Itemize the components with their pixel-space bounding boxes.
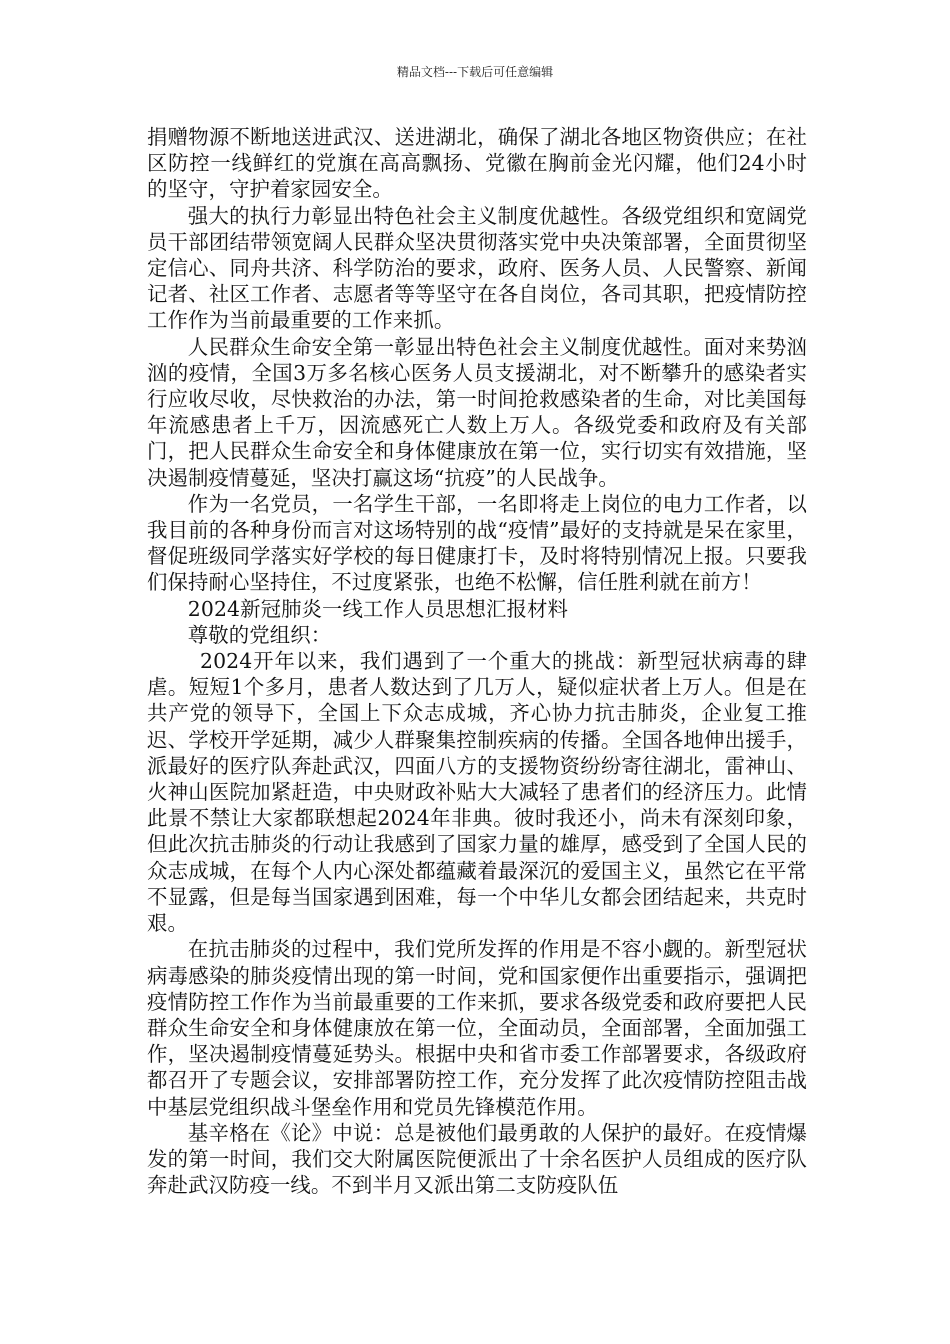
paragraph-kissinger: 基辛格在《论》中说：总是被他们最勇敢的人保护的最好。在疫情爆发的第一时间，我们交大附属医院便派出了十余名医护人员组成的医疗队奔赴武汉防疫一线。不到半月又派出第二支防疫队伍 <box>147 1120 807 1198</box>
paragraph-life-safety: 人民群众生命安全第一彰显出特色社会主义制度优越性。面对来势汹汹的疫情，全国3万多名核心医务人员支援湖北，对不断攀升的感染者实行应收尽收，尽快救治的办法，第一时间抢救感染者的生命，对比美国每年流感患者上千万，因流感死亡人数上万人。各级党委和政府及有关部门，把人民群众生命安全和身体健康放在第一位，实行切实有效措施，坚决遏制疫情蔓延，坚决打赢这场“抗疫”的人民战争。 <box>147 334 807 490</box>
paragraph-challenge: 2024开年以来，我们遇到了一个重大的挑战：新型冠状病毒的肆虐。短短1个多月，患者人数达到了几万人，疑似症状者上万人。但是在共产党的领导下，全国上下众志成城，齐心协力抗击肺炎，企业复工推迟、学校开学延期，减少人群聚集控制疾病的传播。全国各地伸出援手，派最好的医疗队奔赴武汉，四面八方的支援物资纷纷寄往湖北，雷神山、火神山医院加紧赶造，中央财政补贴大大减轻了患者们的经济压力。此情此景不禁让大家都联想起2024年非典。彼时我还小，尚未有深刻印象，但此次抗击肺炎的行动让我感到了国家力量的雄厚，感受到了全国人民的众志成城，在每个人内心深处都蕴藏着最深沉的爱国主义，虽然它在平常不显露，但是每当国家遇到困难，每一个中华儿女都会团结起来，共克时艰。 <box>147 649 807 936</box>
page-header: 精品文档---下载后可任意编辑 <box>396 65 554 79</box>
paragraph-execution: 强大的执行力彰显出特色社会主义制度优越性。各级党组织和宽阔党员干部团结带领宽阔人民群众坚决贯彻落实党中央决策部署，全面贯彻坚定信心、同舟共济、科学防治的要求，政府、医务人员、人民警察、新闻记者、社区工作者、志愿者等等坚守在各自岗位，各司其职，把疫情防控工作作为当前最重要的工作来抓。 <box>147 203 807 333</box>
document-body <box>147 124 807 1198</box>
paragraph-donations: 捐赠物源不断地送进武汉、送进湖北，确保了湖北各地区物资供应；在社区防控一线鲜红的党旗在高高飘扬、党徽在胸前金光闪耀，他们24小时的坚守，守护着家园安全。 <box>147 125 807 202</box>
document-title: 2024新冠肺炎一线工作人员思想汇报材料 <box>187 596 568 621</box>
salutation: 尊敬的党组织： <box>187 622 332 647</box>
paragraph-party-role: 在抗击肺炎的过程中，我们党所发挥的作用是不容小觑的。新型冠状病毒感染的肺炎疫情出现的第一时间，党和国家便作出重要指示，强调把疫情防控工作作为当前最重要的工作来抓，要求各级党委和政府要把人民群众生命安全和身体健康放在第一位，全面动员，全面部署，全面加强工作，坚决遏制疫情蔓延势头。根据中央和省市委工作部署要求，各级政府都召开了专题会议，安排部署防控工作，充分发挥了此次疫情防控阻击战中基层党组织战斗堡垒作用和党员先锋模范作用。 <box>147 937 807 1119</box>
paragraph-personal-role: 作为一名党员，一名学生干部，一名即将走上岗位的电力工作者，以我目前的各种身份而言对这场特别的战“疫情”最好的支持就是呆在家里，督促班级同学落实好学校的每日健康打卡，及时将特别情况上报。只要我们保持耐心坚持住，不过度紧张，也绝不松懈，信任胜利就在前方！ <box>147 491 807 595</box>
